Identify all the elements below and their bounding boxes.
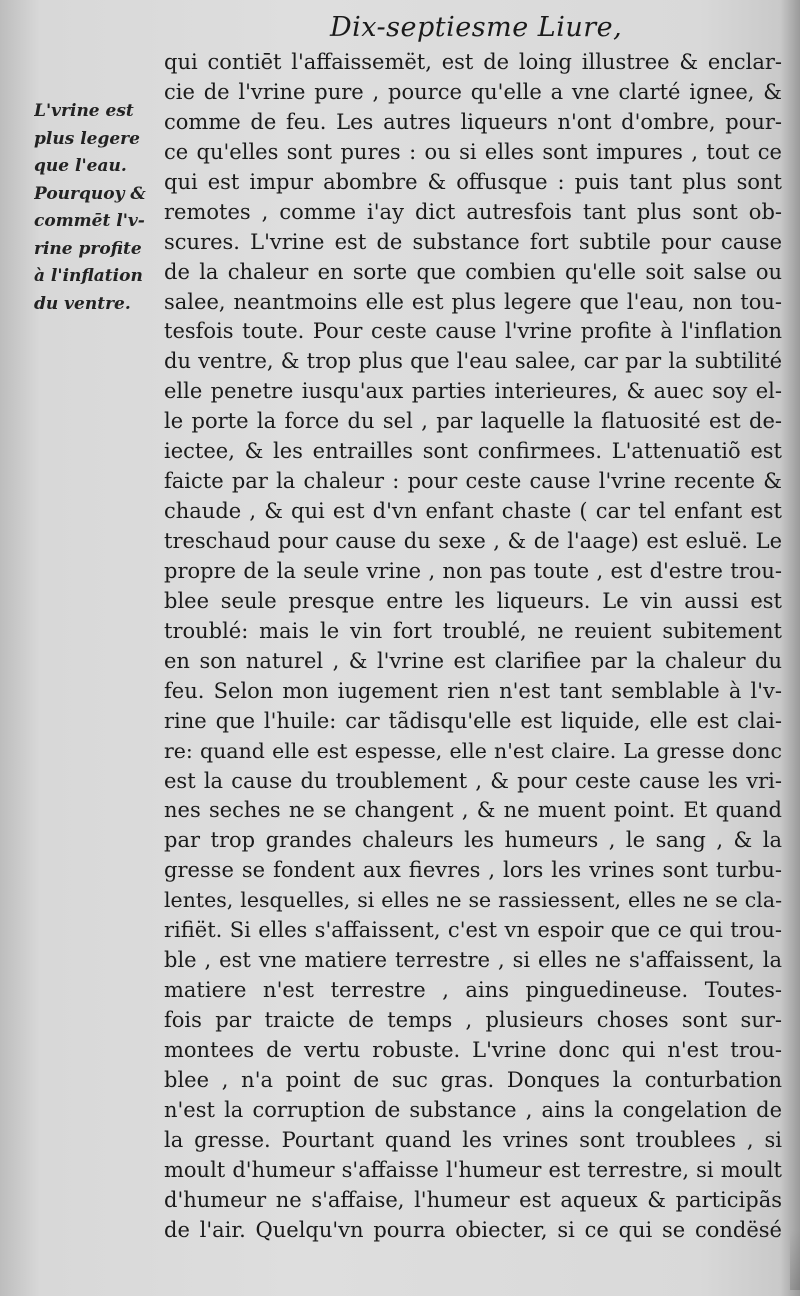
text-line: remotes , comme i'ay dict autresfois tant plus sont ob- xyxy=(164,199,782,224)
text-line: le porte la force du sel , par laquelle la flatuosité est de- xyxy=(164,409,782,434)
text-line: en son naturel , & l'vrine est clarifiee par la chaleur du xyxy=(164,648,782,673)
marginal-note-line: que l'eau. xyxy=(34,156,127,176)
page-edge-shadow xyxy=(790,1230,800,1290)
text-line: fois par traicte de temps , plusieurs choses sont sur- xyxy=(164,1008,782,1032)
text-line: qui est impur abombre & offusque : puis tant plus sont xyxy=(164,169,782,194)
text-line: chaude , & qui est d'vn enfant chaste ( car tel enfant est xyxy=(164,499,782,524)
text-line: blee seule presque entre les liqueurs. Le vin aussi est xyxy=(164,588,782,613)
marginal-note xyxy=(34,98,164,318)
text-line: est la cause du troublement , & pour ceste cause les vri- xyxy=(164,768,782,793)
text-line: d'humeur ne s'affaise, l'humeur est aqueux & participãs xyxy=(164,1187,782,1212)
text-line: matiere n'est terrestre , ains pinguedineuse. Toutes- xyxy=(164,978,782,1003)
text-line: re: quand elle est espesse, elle n'est claire. La gresse donc xyxy=(164,738,782,763)
text-line: propre de la seule vrine , non pas toute , est d'estre trou- xyxy=(164,558,782,583)
text-line: qui contiēt l'affaissemët, est de loing illustree & enclar- xyxy=(164,50,782,74)
marginal-note-line: L'vrine est xyxy=(34,101,134,121)
text-line: la gresse. Pourtant quand les vrines sont troublees , si xyxy=(164,1127,782,1152)
text-line: ce qu'elles sont pures : ou si elles sont impures , tout ce xyxy=(164,139,782,164)
text-line: feu. Selon mon iugement rien n'est tant semblable à l'v- xyxy=(164,678,782,703)
text-line: comme de feu. Les autres liqueurs n'ont d'ombre, pour- xyxy=(164,109,782,134)
text-line: cie de l'vrine pure , pource qu'elle a vne clarté ignee, & xyxy=(164,79,782,104)
text-line: de la chaleur en sorte que combien qu'elle soit salse ou xyxy=(164,259,782,284)
text-line: de l'air. Quelqu'vn pourra obiecter, si ce qui se condësé xyxy=(164,1217,782,1242)
text-line: du ventre, & trop plus que l'eau salee, car par la subtilité xyxy=(164,349,782,374)
marginal-note-line: rine profite xyxy=(34,238,142,259)
text-line: rifiët. Si elles s'affaissent, c'est vn espoir que ce qui trou- xyxy=(164,918,782,943)
text-line: treschaud pour cause du sexe , & de l'aage) est esluë. Le xyxy=(164,529,782,553)
marginal-note-line: du ventre. xyxy=(34,293,131,314)
text-line: scures. L'vrine est de substance fort subtile pour cause xyxy=(164,229,782,254)
marginal-note-line: plus legere xyxy=(34,128,140,149)
text-line: iectee, & les entrailles sont confirmees. L'attenuatiõ est xyxy=(164,439,782,464)
text-line: elle penetre iusqu'aux parties interieures, & auec soy el- xyxy=(164,379,782,404)
text-line: lentes, lesquelles, si elles ne se rassiessent, elles ne se cla- xyxy=(164,888,782,913)
text-line: moult d'humeur s'affaisse l'humeur est terrestre, si moult xyxy=(164,1157,782,1182)
text-line: nes seches ne se changent , & ne muent point. Et quand xyxy=(164,798,782,823)
text-line: n'est la corruption de substance , ains la congelation de xyxy=(164,1097,782,1122)
text-line: troublé: mais le vin fort troublé, ne reuient subitement xyxy=(164,618,782,643)
marginal-note-line: Pourquoy & xyxy=(34,183,146,204)
text-line: tesfois toute. Pour ceste cause l'vrine profite à l'inflation xyxy=(164,319,782,344)
running-head: Dix-septiesme Liure, xyxy=(330,12,623,43)
text-line: blee , n'a point de suc gras. Donques la conturbation xyxy=(164,1067,782,1092)
marginal-note-line: à l'inflation xyxy=(34,266,143,286)
text-line: salee, neantmoins elle est plus legere que l'eau, non tou- xyxy=(164,289,782,314)
marginal-note-line: commēt l'v- xyxy=(34,211,145,231)
text-line: par trop grandes chaleurs les humeurs , le sang , & la xyxy=(164,828,782,853)
text-line: rine que l'huile: car tãdisqu'elle est liquide, elle est clai- xyxy=(164,708,782,733)
text-line: gresse se fondent aux fievres , lors les vrines sont turbu- xyxy=(164,858,782,883)
text-line: faicte par la chaleur : pour ceste cause l'vrine recente & xyxy=(164,469,782,494)
text-line: ble , est vne matiere terrestre , si elles ne s'affaissent, la xyxy=(164,948,782,973)
body-text xyxy=(164,48,782,1246)
text-line: montees de vertu robuste. L'vrine donc qui n'est trou- xyxy=(164,1037,782,1062)
